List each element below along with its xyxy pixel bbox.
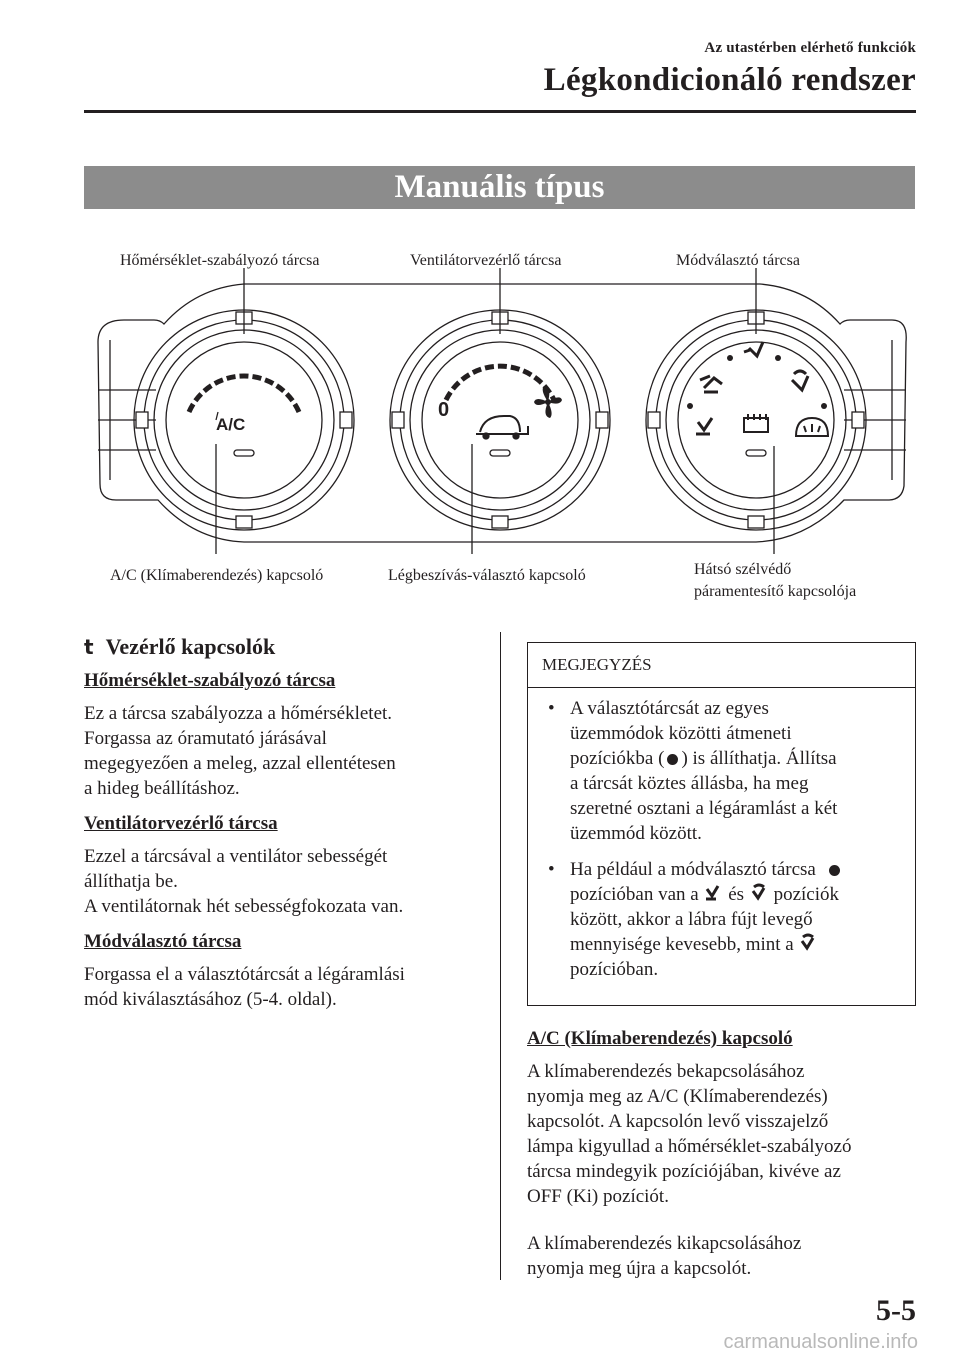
section-title: t Vezérlő kapcsolók bbox=[84, 634, 276, 659]
header-rule bbox=[84, 110, 916, 113]
left-column bbox=[84, 634, 479, 1024]
temp-paragraph: Ez a tárcsa szabályozza a hőmérsékletet. Forgassa az óramutató járásával megegyezően a meleg, azzal ellentétesen a hideg beállításhoz. bbox=[84, 703, 396, 799]
header-subtitle: Az utastérben elérhető funkciók bbox=[704, 40, 916, 56]
note-box bbox=[527, 642, 916, 1006]
intermediate-dot-icon bbox=[829, 865, 840, 876]
section-banner: Manuális típus bbox=[84, 166, 915, 209]
bilevel-icon bbox=[700, 376, 722, 392]
section-marker: t bbox=[84, 635, 94, 659]
mode-paragraph: Forgassa el a választótárcsát a légáramlási mód kiválasztásához (5-4. oldal). bbox=[84, 964, 405, 1010]
rear-defrost-label-line2: páramentesítő kapcsolója bbox=[694, 583, 857, 600]
fan-dial-label: Ventilátorvezérlő tárcsa bbox=[410, 252, 562, 269]
windshield-defrost-icon bbox=[796, 418, 828, 436]
rear-defrost-label-line1: Hátsó szélvédő bbox=[694, 561, 792, 578]
temp-dial-label: Hőmérséklet-szabályozó tárcsa bbox=[120, 252, 320, 269]
floor-icon bbox=[703, 883, 723, 903]
ac-label: A/C bbox=[216, 415, 246, 434]
floor-icon bbox=[696, 418, 712, 434]
fan-icon bbox=[534, 386, 562, 418]
mode-dial[interactable] bbox=[646, 310, 866, 530]
fan-heading: Ventilátorvezérlő tárcsa bbox=[84, 813, 278, 834]
note-item-1: • A választótárcsát az egyes üzemmódok közötti átmeneti pozíciókba ( ) is állíthatja. Állítsa a tárcsát köztes állásba, ha meg szeretné osztani a légáramlást a két üzemmód között. bbox=[548, 698, 838, 844]
column-divider bbox=[500, 632, 501, 1280]
mode-dial-label: Módválasztó tárcsa bbox=[676, 252, 800, 269]
intermediate-dot-icon bbox=[667, 754, 678, 765]
fan-paragraph: Ezzel a tárcsával a ventilátor sebességét állíthatja be. A ventilátornak hét sebességfokozata van. bbox=[84, 846, 404, 917]
ac-paragraph-1: A klímaberendezés bekapcsolásához nyomja meg az A/C (Klímaberendezés) kapcsolót. A kapcsolón levő visszajelző lámpa kigyullad a hőmérséklet-szabályozó tárcsa mindegyik pozíciójában, kivéve az OFF (Ki) pozíciót. bbox=[527, 1061, 852, 1207]
mode-heading: Módválasztó tárcsa bbox=[84, 931, 242, 952]
header-title: Légkondicionáló rendszer bbox=[543, 62, 916, 98]
floor-defrost-icon bbox=[798, 933, 818, 953]
floor-defrost-icon bbox=[792, 371, 808, 390]
note-title: MEGJEGYZÉS bbox=[528, 643, 915, 688]
fan-zero-label: 0 bbox=[438, 399, 450, 421]
temp-heading: Hőmérséklet-szabályozó tárcsa bbox=[84, 670, 336, 691]
floor-defrost-icon bbox=[749, 883, 769, 903]
page-number: 5-5 bbox=[876, 1294, 916, 1327]
control-panel-figure bbox=[84, 230, 916, 620]
ac-paragraph-2: A klímaberendezés kikapcsolásához nyomja meg újra a kapcsolót. bbox=[527, 1233, 802, 1279]
right-column bbox=[527, 642, 916, 1293]
face-vent-icon bbox=[744, 342, 763, 356]
ac-heading: A/C (Klímaberendezés) kapcsoló bbox=[527, 1028, 793, 1049]
intake-switch[interactable] bbox=[476, 416, 528, 439]
note-item-2: • Ha például a módválasztó tárcsa pozícióban van a és pozíciók között, akkor a lábra fújt levegő mennyisége kevesebb, mint a pozícióban. bbox=[548, 859, 839, 980]
fan-dial[interactable] bbox=[390, 310, 610, 530]
ac-switch-label: A/C (Klímaberendezés) kapcsoló bbox=[110, 567, 324, 584]
watermark: carmanualsonline.info bbox=[723, 1331, 918, 1353]
intake-switch-label: Légbeszívás-választó kapcsoló bbox=[388, 567, 586, 584]
rear-defrost-switch[interactable] bbox=[744, 414, 768, 432]
